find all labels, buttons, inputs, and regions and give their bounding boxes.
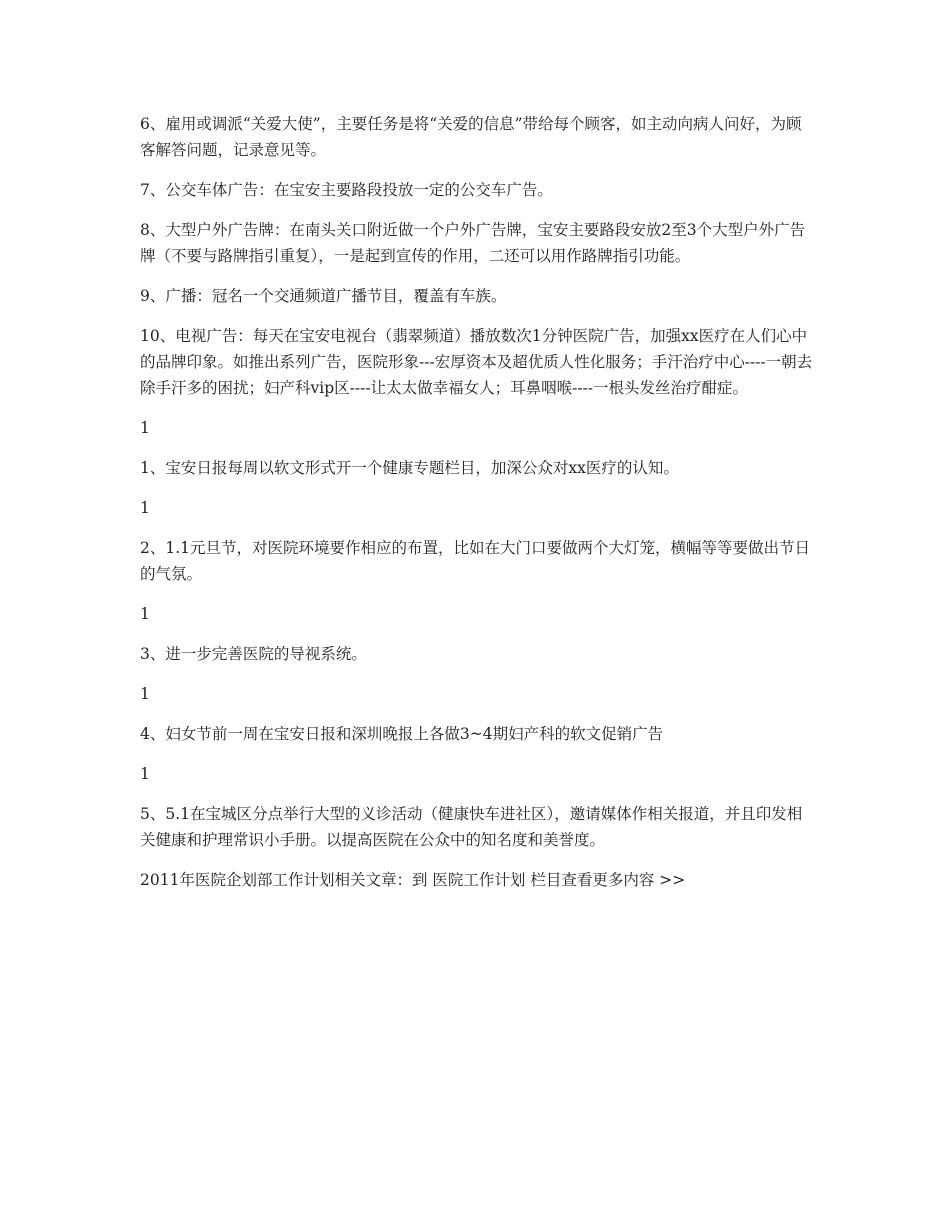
- monthly-item: 5、5.1在宝城区分点举行大型的义诊活动（健康快车进社区），邀请媒体作相关报道，并且印发相关健康和护理常识小手册。以提高医院在公众中的知名度和美誉度。: [140, 805, 803, 849]
- month-marker: 1: [140, 605, 150, 623]
- footer-suffix: 栏目查看更多内容 >>: [525, 871, 686, 889]
- month-marker: 1: [140, 765, 150, 783]
- month-marker: 1: [140, 499, 150, 517]
- paragraph-8: 8、大型户外广告牌：在南头关口附近做一个户外广告牌，宝安主要路段安放2至3个大型户外广告牌（不要与路牌指引重复），一是起到宣传的作用，二还可以用作路牌指引功能。: [140, 221, 806, 265]
- paragraph-10: 10、电视广告：每天在宝安电视台（翡翠频道）播放数次1分钟医院广告，加强xx医疗在人们心中的品牌印象。如推出系列广告，医院形象---宏厚资本及超优质人性化服务；手汗治疗中心----一朝去除手汗多的困扰；妇产科vip区----让太太做幸福女人；耳鼻咽喉----一根头发丝治疗酣症。: [140, 327, 813, 397]
- monthly-item: 4、妇女节前一周在宝安日报和深圳晚报上各做3~4期妇产科的软文促销广告: [140, 725, 664, 743]
- category-link[interactable]: 医院工作计划: [432, 871, 526, 889]
- paragraph-7: 7、公交车体广告：在宝安主要路段投放一定的公交车广告。: [140, 181, 553, 199]
- monthly-item: 2、1.1元旦节，对医院环境要作相应的布置，比如在大门口要做两个大灯笼，横幅等等要做出节日的气氛。: [140, 539, 811, 583]
- month-marker: 1: [140, 685, 150, 703]
- footer-prefix: 2011年医院企划部工作计划相关文章：到: [140, 871, 433, 889]
- related-articles-footer: [140, 867, 815, 893]
- document-page: [140, 111, 815, 907]
- paragraph-9: 9、广播：冠名一个交通频道广播节目，覆盖有车族。: [140, 287, 507, 305]
- monthly-item: 3、进一步完善医院的导视系统。: [140, 645, 367, 663]
- paragraph-6: 6、雇用或调派“关爱大使”，主要任务是将“关爱的信息”带给每个顾客，如主动向病人问好，为顾客解答问题，记录意见等。: [140, 115, 802, 159]
- month-marker: 1: [140, 419, 150, 437]
- monthly-item: 1、宝安日报每周以软文形式开一个健康专题栏目，加深公众对xx医疗的认知。: [140, 459, 679, 477]
